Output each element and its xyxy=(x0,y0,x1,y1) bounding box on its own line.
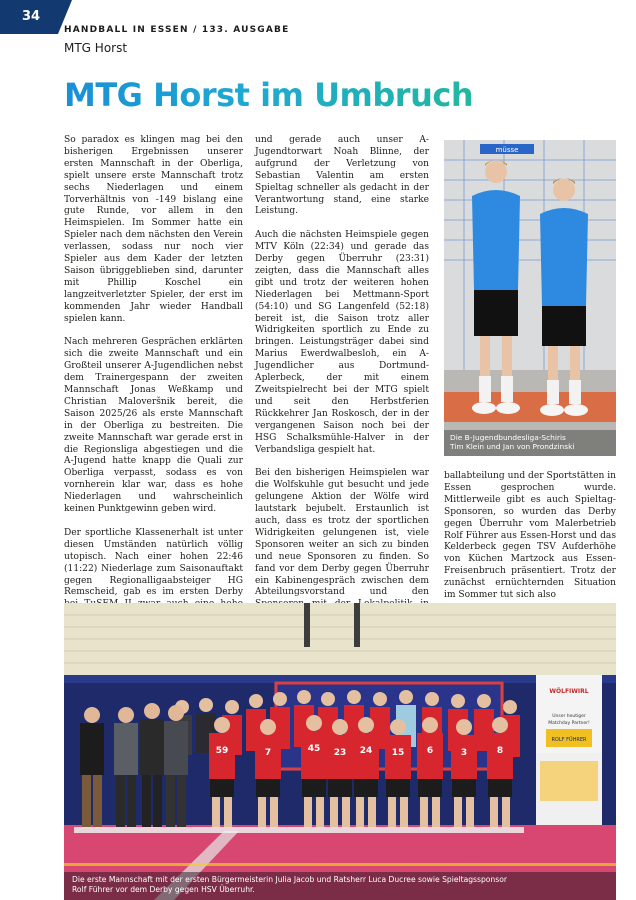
paragraph: ballabteilung und der Sportstätten in Essen gesprochen wurde. Mittlerweile gibt es auch Spieltag-Sponsoren, so wurden das Derby gegen Überruhr vom Malerbetrieb Rolf Führer aus Essen-Horst und das Kelderbeck gegen TSV Aufderhöhe von Küchen Martzock aus Essen-Freisenbruch präsentiert. Trotz der zunächst ernüchternden Situation im Sommer tut sich also xyxy=(444,471,616,601)
referees-caption xyxy=(444,430,616,456)
jersey-number: 3 xyxy=(460,748,468,758)
jersey-number: 15 xyxy=(391,748,405,758)
jersey-number: 59 xyxy=(215,746,229,756)
team-illustration xyxy=(64,603,616,900)
jersey-number: 24 xyxy=(359,746,373,756)
article-title: MTG Horst im Umbruch xyxy=(64,76,474,114)
section-label: MTG Horst xyxy=(64,41,128,55)
sign-text: müsse xyxy=(495,146,519,154)
jersey-number: 8 xyxy=(496,746,504,756)
caption-line: Tim Klein und Jan von Prondzinski xyxy=(450,442,575,452)
page-number: 34 xyxy=(0,0,58,34)
paragraph: So paradox es klingen mag bei den bisherigen Ergebnissen unserer ersten Mannschaft in der Oberliga, spielt unsere erste Mannschaft trotz sechs Niederlagen und einem Torverhältnis von -149 bislang eine gute Runde, vor allem in den Heimspielen. Im Sommer hatte ein Spieler nach dem nächsten den Verein verlassen, sodass nur noch vier Spieler aus dem Kader der letzten Saison übriggeblieben sind, darunter mit Phillip Koschel ein langzeitverletzter Spieler, der erst im kommenden Jahr wieder Handball spielen kann. xyxy=(64,135,243,324)
paragraph: Auch die nächsten Heimspiele gegen MTV Köln (22:34) und gerade das Derby gegen Überruhr (23:31) zeigten, dass die Mannschaft alles gibt und trotz der weiteren hohen Niederlagen bei Mettmann-Sport (54:10) und SG Langenfeld (52:18) bereit ist, die Saison trotz aller Widrigkeiten sportlich zu Ende zu bringen. Leistungsträger dabei sind Marius Ewerdwalbesloh, ein A-Jugendlicher aus Dortmund-Aplerbeck, der mit einem Zweitspielrecht bei der MTG spielt und seit den Herbstferien Rückkehrer Jan Roskosch, der in der vergangenen Saison noch bei der HSG Schalksmühle-Halver in der Verbandsliga gespielt hat. xyxy=(255,230,429,455)
caption-line: Die B-Jugendbundesliga-Schiris xyxy=(450,432,566,442)
paragraph: Nach mehreren Gesprächen erklärten sich die zweite Mannschaft und ein Großteil unserer A-Jugendlichen nebst dem Trainergespann der zweiten Mannschaft Jonas Weßkamp und Christian Maloveršnik bereit, die Saison 2025/26 als erste Mannschaft in der Oberliga zu bestreiten. Die zweite Mannschaft war gerade erst in die Regionsliga abgestiegen und die A-Jugend hatte knapp die Quali zur Oberliga verpasst, sodass es von vornherein klar war, dass es hohe Niederlagen und wahrscheinlich keinen Punktgewinn geben wird. xyxy=(64,337,243,515)
banner-brand: WÖLFIWIRL xyxy=(549,688,589,695)
article-column-3 xyxy=(444,471,616,602)
referees-photo xyxy=(444,140,616,456)
article-column-1 xyxy=(64,135,243,659)
banner-text: Unser heutiger xyxy=(552,714,586,719)
referees-illustration xyxy=(444,140,616,456)
jersey-number: 45 xyxy=(307,744,321,754)
jersey-number: 23 xyxy=(333,748,347,758)
team-photo xyxy=(64,603,616,900)
caption-line: Rolf Führer vor dem Derby gegen HSV Überruhr. xyxy=(72,885,255,895)
paragraph: Bei den bisherigen Heimspielen war die Wolfskuhle gut besucht und jede gelungene Aktion der Wölfe wird lautstark bejubelt. Erstaunlich ist auch, dass es trotz der sportlichen Widrigkeiten gelungenen ist, viele Sponsoren weiter an sich zu binden und neue Sponsoren zu finden. So fand vor dem Derby gegen Überruhr ein Kabinengespräch zwischen dem Abteilungsvorstand und den xyxy=(255,468,429,598)
paragraph: Der sportliche Klassenerhalt ist unter diesen Umständen natürlich völlig utopisch. Nach einer hohen 22:46 (11:22) Niederlage zum Saisonauftakt gegen Regionalligaabsteiger HG Remscheid, gab es im ersten Derby xyxy=(64,527,243,598)
caption-line: Die erste Mannschaft mit der ersten Bürgermeisterin Julia Jacob und Ratsherr Luca Ducree sowie Spieltagssponsor xyxy=(72,875,507,885)
banner-text: Matchday Partner! xyxy=(548,721,590,726)
banner-sponsor: ROLF FÜHRER xyxy=(551,737,587,743)
paragraph: und gerade auch unser A-Jugendtorwart Noah Blinne, der aufgrund der Verletzung von Sebastian Valentin am ersten Spieltag schneller als gedacht in der Verantwortung stand, eine starke Leistung. xyxy=(255,135,429,217)
team-caption xyxy=(64,872,616,900)
magazine-kicker: HANDBALL IN ESSEN / 133. AUSGABE xyxy=(64,25,290,35)
article-column-2 xyxy=(255,135,429,683)
jersey-number: 7 xyxy=(264,748,272,758)
jersey-number: 6 xyxy=(426,746,434,756)
